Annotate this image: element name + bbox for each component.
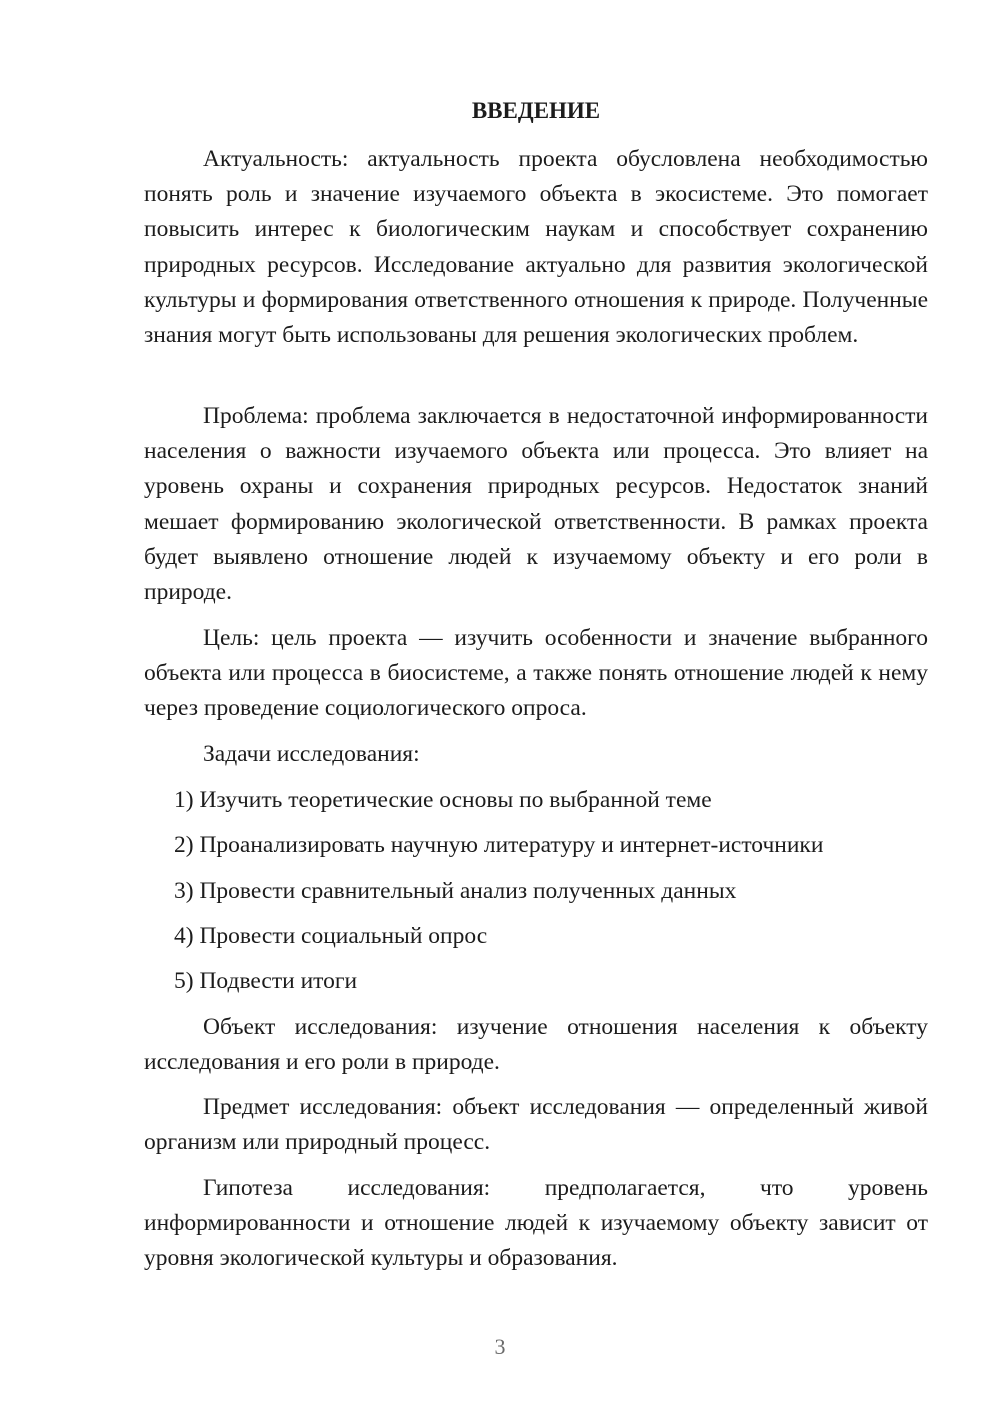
paragraph-object: Объект исследования: изучение отношения населения к объекту исследования и его роли в природе. [144, 1014, 928, 1076]
list-item: 2) Проанализировать научную литературу и интернет-источники [174, 832, 824, 858]
paragraph-relevance: Актуальность: актуальность проекта обусловлена необходимостью понять роль и значение изучаемого объекта в экосистеме. Это помогает повысить интерес к биологическим наукам и способствует сохранению природных ресурсов. Исследование актуально для развития экологической культуры и формирования ответственного отношения к природе. Полученные знания могут быть использованы для решения экологических проблем. [144, 146, 928, 349]
paragraph-goal: Цель: цель проекта — изучить особенности и значение выбранного объекта или процесса в биосистеме, а также понять отношение людей к нему через проведение социологического опроса. [144, 625, 928, 722]
paragraph-subject: Предмет исследования: объект исследования — определенный живой организм или природный процесс. [144, 1094, 928, 1156]
list-item: 3) Провести сравнительный анализ полученных данных [174, 878, 737, 904]
page-title: ВВЕДЕНИЕ [471, 98, 601, 123]
list-item: 5) Подвести итоги [174, 968, 358, 994]
page-number: 3 [494, 1334, 506, 1359]
paragraph-problem: Проблема: проблема заключается в недостаточной информированности населения о важности изучаемого объекта или процесса. Это влияет на уровень охраны и сохранения природных ресурсов. Недостаток знаний мешает формированию экологической ответственности. В рамках проекта будет выявлено отношение людей к изучаемому объекту и его роли в природе. [144, 403, 928, 606]
list-item: 4) Провести социальный опрос [174, 923, 488, 949]
list-item: 1) Изучить теоретические основы по выбранной теме [174, 787, 712, 813]
tasks-label: Задачи исследования: [203, 741, 420, 767]
paragraph-hypothesis: Гипотеза исследования: предполагается, что уровень информированности и отношение людей к изучаемому объекту зависит от уровня экологической культуры и образования. [144, 1175, 928, 1272]
